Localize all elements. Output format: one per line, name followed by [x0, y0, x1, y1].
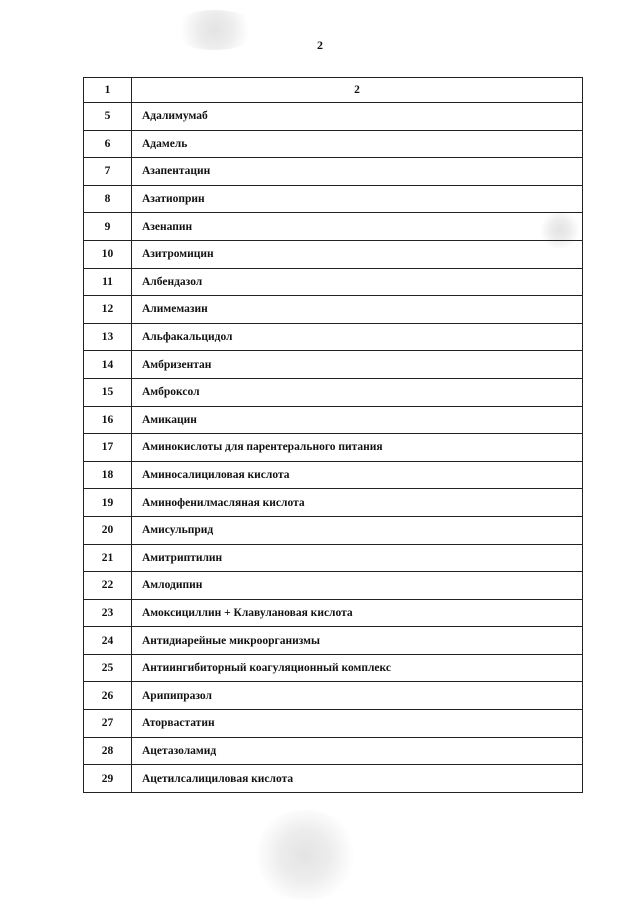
drug-name-cell: Амлодипин	[132, 572, 583, 600]
row-number-cell: 20	[84, 516, 132, 544]
scan-noise	[250, 810, 360, 900]
table-row	[84, 351, 583, 379]
table-row	[84, 130, 583, 158]
table-row	[84, 461, 583, 489]
table-row	[84, 516, 583, 544]
row-number-cell: 6	[84, 130, 132, 158]
drug-name-cell: Албендазол	[132, 268, 583, 296]
table-row	[84, 185, 583, 213]
table-row	[84, 323, 583, 351]
drug-name-cell: Азенапин	[132, 213, 583, 241]
table-row	[84, 268, 583, 296]
drug-name-cell: Амикацин	[132, 406, 583, 434]
table-row	[84, 737, 583, 765]
table-row	[84, 765, 583, 793]
drug-name-cell: Амброксол	[132, 378, 583, 406]
row-number-cell: 17	[84, 434, 132, 462]
row-number-cell: 22	[84, 572, 132, 600]
table-header-row	[84, 78, 583, 103]
table-row	[84, 434, 583, 462]
row-number-cell: 29	[84, 765, 132, 793]
table-row	[84, 103, 583, 131]
drug-name-cell: Аминофенилмасляная кислота	[132, 489, 583, 517]
drug-list-table	[83, 77, 583, 793]
row-number-cell: 28	[84, 737, 132, 765]
drug-name-cell: Ацетазоламид	[132, 737, 583, 765]
row-number-cell: 5	[84, 103, 132, 131]
drug-name-cell: Азатиоприн	[132, 185, 583, 213]
table-row	[84, 654, 583, 682]
drug-name-cell: Амбризентан	[132, 351, 583, 379]
row-number-cell: 7	[84, 158, 132, 186]
page-number: 2	[317, 38, 323, 52]
row-number-cell: 23	[84, 599, 132, 627]
drug-name-cell: Арипипразол	[132, 682, 583, 710]
table-row	[84, 296, 583, 324]
row-number-cell: 11	[84, 268, 132, 296]
drug-name-cell: Аминокислоты для парентерального питания	[132, 434, 583, 462]
drug-name-cell: Амитриптилин	[132, 544, 583, 572]
header-cell-name: 2	[132, 78, 583, 103]
row-number-cell: 24	[84, 627, 132, 655]
table-row	[84, 489, 583, 517]
table-row	[84, 682, 583, 710]
table-row	[84, 240, 583, 268]
row-number-cell: 25	[84, 654, 132, 682]
row-number-cell: 12	[84, 296, 132, 324]
row-number-cell: 18	[84, 461, 132, 489]
drug-name-cell: Ацетилсалициловая кислота	[132, 765, 583, 793]
table-body	[84, 78, 583, 793]
drug-name-cell: Альфакальцидол	[132, 323, 583, 351]
drug-name-cell: Амисульприд	[132, 516, 583, 544]
drug-name-cell: Антидиарейные микроорганизмы	[132, 627, 583, 655]
table-row	[84, 544, 583, 572]
drug-name-cell: Алимемазин	[132, 296, 583, 324]
row-number-cell: 27	[84, 710, 132, 738]
drug-name-cell: Адалимумаб	[132, 103, 583, 131]
header-cell-number: 1	[84, 78, 132, 103]
row-number-cell: 10	[84, 240, 132, 268]
table-row	[84, 158, 583, 186]
drug-name-cell: Азапентацин	[132, 158, 583, 186]
table-row	[84, 627, 583, 655]
table-row	[84, 710, 583, 738]
row-number-cell: 8	[84, 185, 132, 213]
row-number-cell: 14	[84, 351, 132, 379]
drug-name-cell: Амоксициллин + Клавулановая кислота	[132, 599, 583, 627]
drug-name-cell: Адамель	[132, 130, 583, 158]
drug-name-cell: Антиингибиторный коагуляционный комплекс	[132, 654, 583, 682]
drug-name-cell: Аторвастатин	[132, 710, 583, 738]
table-row	[84, 213, 583, 241]
row-number-cell: 26	[84, 682, 132, 710]
table-row	[84, 378, 583, 406]
row-number-cell: 19	[84, 489, 132, 517]
row-number-cell: 15	[84, 378, 132, 406]
drug-name-cell: Азитромицин	[132, 240, 583, 268]
drug-name-cell: Аминосалициловая кислота	[132, 461, 583, 489]
table-row	[84, 572, 583, 600]
table-row	[84, 406, 583, 434]
row-number-cell: 13	[84, 323, 132, 351]
row-number-cell: 9	[84, 213, 132, 241]
row-number-cell: 16	[84, 406, 132, 434]
table-row	[84, 599, 583, 627]
row-number-cell: 21	[84, 544, 132, 572]
